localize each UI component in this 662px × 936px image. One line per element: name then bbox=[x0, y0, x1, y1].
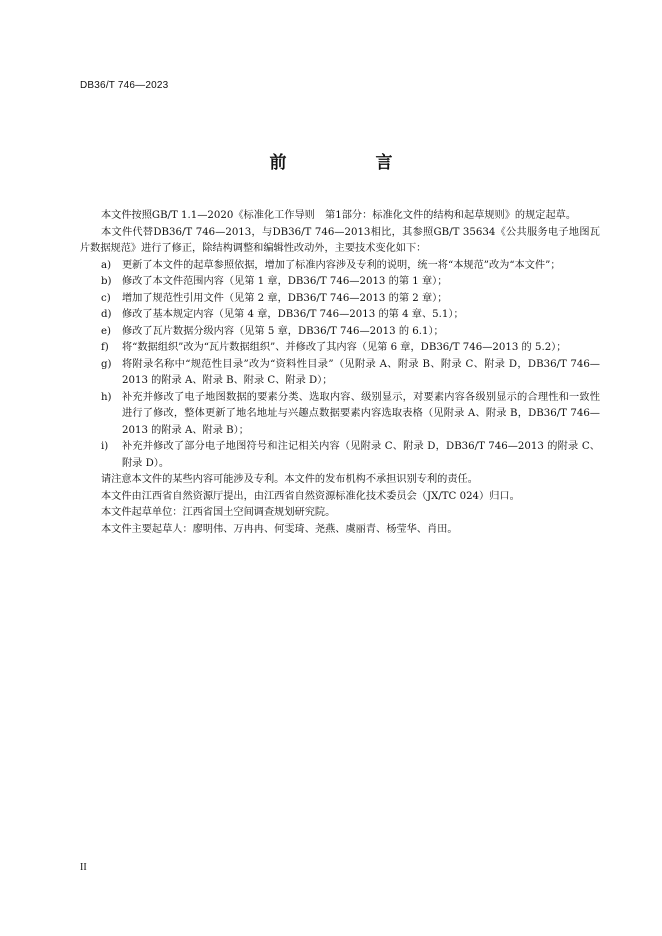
list-item-text: 补充并修改了电子地图数据的要素分类、选取内容、级别显示，对要素内容各级别显示的合理性和一致性进行了修改，整体更新了地名地址与兴趣点数据要素内容选取表格（见附录 A、附录 B，DB36/T 746—2013 的附录 A、附录 B）； bbox=[122, 391, 600, 436]
document-code: DB36/T 746—2023 bbox=[80, 80, 169, 91]
paragraph-proposer: 本文件由江西省自然资源厅提出，由江西省自然资源标准化技术委员会（JX/TC 024）归口。 bbox=[101, 490, 520, 502]
list-item-text: 更新了本文件的起草参照依据，增加了标准内容涉及专利的说明，统一将“本规范”改为“本文件”； bbox=[122, 259, 561, 271]
section-title: 前 言 bbox=[269, 153, 429, 173]
list-marker: g) bbox=[101, 358, 112, 370]
paragraph-replacement: 本文件代替DB36/T 746—2013，与DB36/T 746—2013相比，其参照GB/T 35634《公共服务电子地图瓦片数据规范》进行了修正，除结构调整和编辑性改动外，主要技术变化如下： bbox=[80, 226, 600, 254]
page-number: II bbox=[80, 862, 87, 873]
list-marker: f) bbox=[101, 342, 109, 353]
paragraph-patent-notice: 请注意本文件的某些内容可能涉及专利。本文件的发布机构不承担识别专利的责任。 bbox=[101, 474, 478, 485]
list-item bbox=[101, 291, 600, 308]
list-item bbox=[101, 357, 600, 390]
list-item-text: 增加了规范性引用文件（见第 2 章，DB36/T 746—2013 的第 2 章）； bbox=[122, 292, 448, 304]
changes-list bbox=[80, 258, 600, 473]
list-marker: c) bbox=[101, 292, 111, 304]
list-item-text: 补充并修改了部分电子地图符号和注记相关内容（见附录 C、附录 D，DB36/T 746—2013 的附录 C、附录 D）。 bbox=[122, 441, 600, 469]
foreword-body bbox=[80, 208, 600, 538]
paragraph-drafting-basis: 本文件按照GB/T 1.1—2020《标准化工作导则 第1部分：标准化文件的结构和起草规则》的规定起草。 bbox=[101, 210, 577, 221]
paragraph-drafting-unit: 本文件起草单位：江西省国土空间调查规划研究院。 bbox=[101, 507, 336, 518]
list-marker: a) bbox=[101, 259, 112, 271]
list-marker: d) bbox=[101, 309, 112, 320]
list-marker: b) bbox=[101, 276, 112, 287]
list-item bbox=[101, 324, 600, 341]
list-item bbox=[101, 390, 600, 440]
list-item bbox=[101, 439, 600, 472]
paragraph-drafters: 本文件主要起草人：廖明伟、万冉冉、何雯琦、尧燕、虞丽青、杨莹华、肖田。 bbox=[101, 523, 458, 535]
list-item bbox=[101, 340, 600, 357]
list-item bbox=[101, 307, 600, 324]
list-item bbox=[101, 274, 600, 291]
list-item-text: 将“数据组织”改为“瓦片数据组织”、并修改了其内容（见第 6 章，DB36/T 746—2013 的 5.2）； bbox=[122, 342, 567, 353]
list-item-text: 修改了本文件范围内容（见第 1 章，DB36/T 746—2013 的第 1 章）； bbox=[122, 276, 448, 287]
list-marker: i) bbox=[101, 441, 109, 452]
list-item-text: 将附录名称中“规范性目录”改为“资料性目录”（见附录 A、附录 B、附录 C、附录 D，DB36/T 746—2013 的附录 A、附录 B、附录 C、附录 D）； bbox=[122, 358, 600, 386]
list-marker: e) bbox=[101, 325, 112, 337]
list-item-text: 修改了基本规定内容（见第 4 章，DB36/T 746—2013 的第 4 章、5.1）； bbox=[122, 309, 464, 320]
list-item bbox=[101, 258, 600, 275]
list-marker: h) bbox=[101, 391, 112, 403]
list-item-text: 修改了瓦片数据分级内容（见第 5 章，DB36/T 746—2013 的 6.1）； bbox=[122, 325, 444, 337]
